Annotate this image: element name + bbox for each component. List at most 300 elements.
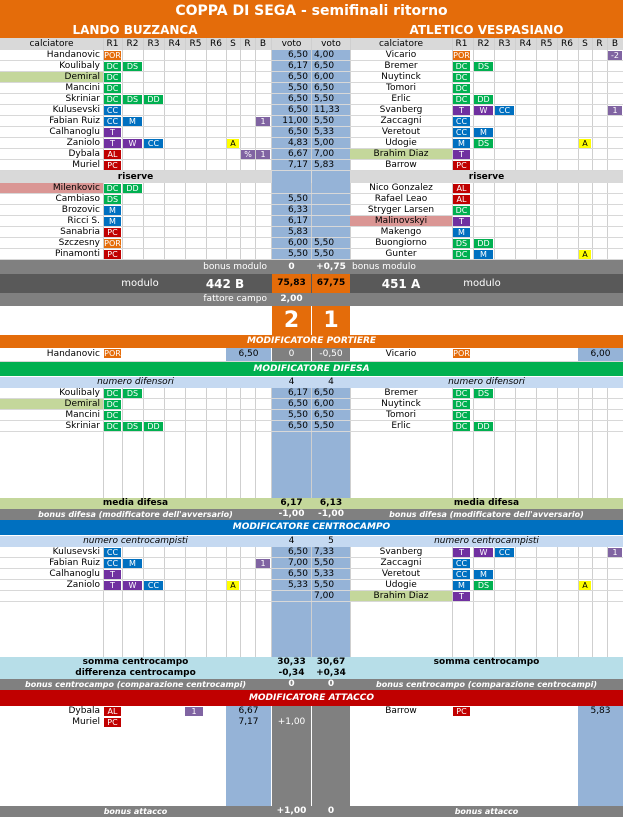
media-difesa-row [0,498,623,509]
portiere-title: MODIFICATORE PORTIERE [246,336,377,346]
home-player-name: Skriniar [65,94,100,104]
away-role-badge: CC [453,117,470,126]
away-bonus-modulo: +0,75 [316,261,346,272]
centro-row [0,580,623,591]
grid-line [536,116,537,126]
grid-line [473,72,474,82]
grid-line [515,238,516,248]
away-role-badge: CC [495,548,514,557]
away-player-name: Erlic [391,94,411,104]
home-voto: 6,17 [272,216,311,226]
grid-line [240,50,241,60]
home-modulo: 442 B [205,276,245,291]
grid-line [240,547,241,557]
away-role-badge: DS [474,389,493,398]
bonus-centro-row [0,679,623,690]
grid-line [592,388,593,398]
grid-line [226,421,227,431]
grid-line [255,127,256,137]
away-header-s: S [582,38,588,49]
home-role-badge: DS [123,422,142,431]
home-bonus-badge: 1 [256,559,270,568]
grid-line [255,83,256,93]
home-player-name: Calhanoglu [49,569,100,579]
grid-line [122,105,123,115]
grid-line [255,432,256,498]
home-voto: 5,50 [272,249,311,259]
grid-line [536,558,537,568]
grid-line [494,227,495,237]
away-modulo: 451 A [381,276,421,291]
away-player-name: Nuytinck [381,72,421,82]
grid-line [473,116,474,126]
away-role-badge: PC [453,707,470,716]
home-portiere-mod: 0 [272,348,311,361]
home-voto: 5,50 [272,410,311,420]
grid-line [536,432,537,498]
grid-line [206,116,207,126]
grid-line [515,127,516,137]
bonus-modulo-row [0,260,623,274]
grid-line [557,421,558,431]
away-role-badge: T [453,217,470,226]
grid-line [607,127,608,137]
grid-line [206,105,207,115]
grid-line [185,205,186,215]
grid-line [473,558,474,568]
grid-line [226,149,227,159]
grid-line [607,432,608,498]
grid-line [206,569,207,579]
grid-line [592,149,593,159]
home-player-name: Ricci S. [67,216,100,226]
grid-line [592,602,593,657]
grid-line [206,94,207,104]
away-player-name: Erlic [391,421,411,431]
grid-line [592,569,593,579]
grid-line [515,149,516,159]
grid-line [536,249,537,259]
home-attacker-name: Muriel [72,717,100,727]
grid-line [557,432,558,498]
grid-line [143,127,144,137]
grid-line [578,399,579,409]
home-player-name: Dybala [68,149,100,159]
home-role-badge: DD [144,95,163,104]
grid-line [122,127,123,137]
home-header-r5: R5 [189,38,202,49]
away-voto [312,216,350,226]
home-role-badge: M [104,217,121,226]
grid-line [536,421,537,431]
home-voto: 5,33 [272,580,311,590]
grid-line [143,591,144,601]
reserve-row [0,238,623,249]
home-role-badge: CC [104,548,121,557]
grid-line [226,94,227,104]
home-header-calciatore: calciatore [29,38,74,49]
away-bonus-difesa: -1,00 [318,509,344,519]
home-role-badge: POR [104,349,121,358]
grid-line [206,61,207,71]
grid-line [515,432,516,498]
home-header-r3: R3 [147,38,160,49]
grid-line [143,149,144,159]
grid-line [557,205,558,215]
home-bonus-centro-label: bonus centrocampo (comparazione centrocampi) [24,679,246,689]
grid-line [255,50,256,60]
grid-line [578,72,579,82]
home-voto-col [272,432,311,498]
home-player-name: Szczesny [58,238,100,248]
home-voto: 7,00 [272,558,311,568]
away-reserves-label: riserve [468,171,505,182]
grid-line [515,83,516,93]
grid-line [607,216,608,226]
grid-line [607,72,608,82]
grid-line [206,421,207,431]
grid-line [515,160,516,170]
grid-line [473,602,474,657]
grid-line [164,399,165,409]
home-rigore-badge: % [241,150,255,159]
home-player-name: Pinamonti [55,249,100,259]
starter-row [0,72,623,83]
grid-line [473,205,474,215]
grid-line [578,569,579,579]
grid-line [607,149,608,159]
grid-line [515,591,516,601]
grid-line [592,249,593,259]
grid-line [607,399,608,409]
grid-line [240,249,241,259]
grid-line [473,399,474,409]
centro-row [0,591,623,602]
modulo-row [0,274,623,293]
grid-line [255,138,256,148]
grid-line [164,183,165,193]
home-player-name: Mancini [65,83,100,93]
away-header-r1: R1 [455,38,468,49]
grid-line [578,227,579,237]
reserve-row [0,227,623,238]
grid-line [122,399,123,409]
away-bonus-badge: 1 [608,106,622,115]
grid-line [226,183,227,193]
home-role-badge: M [123,559,142,568]
grid-line [143,399,144,409]
grid-line [255,194,256,204]
grid-line [164,94,165,104]
grid-line [240,205,241,215]
grid-line [185,83,186,93]
grid-line [226,569,227,579]
grid-line [557,149,558,159]
grid-line [226,227,227,237]
grid-line [592,138,593,148]
home-player-name: Zaniolo [66,138,100,148]
home-player-name: Fabian Ruiz [49,116,100,126]
grid-line [255,183,256,193]
grid-line [226,238,227,248]
starter-row [0,94,623,105]
grid-line [557,160,558,170]
away-role-badge: M [453,228,470,237]
grid-line [536,547,537,557]
grid-line [473,410,474,420]
grid-line [494,388,495,398]
grid-line [536,399,537,409]
grid-line [122,205,123,215]
attacco-row [0,717,623,728]
score-row [0,306,623,335]
away-role-badge: DS [474,139,493,148]
reserve-row [0,205,623,216]
grid-line [557,569,558,579]
away-header-r5: R5 [540,38,553,49]
grid-line [255,410,256,420]
away-role-badge: DC [453,400,470,409]
grid-line [185,50,186,60]
fattore-campo-value: 2,00 [280,294,303,304]
away-player-name: Vicario [385,50,417,60]
grid-line [515,72,516,82]
grid-line [143,50,144,60]
away-bonus-attacco: 0 [327,806,335,816]
away-role-badge: T [453,150,470,159]
grid-line [515,388,516,398]
grid-line [185,94,186,104]
grid-line [185,602,186,657]
away-role-badge: PC [453,161,470,170]
grid-line [592,183,593,193]
grid-line [143,61,144,71]
grid-line [515,183,516,193]
grid-line [557,94,558,104]
home-role-badge: DS [123,62,142,71]
grid-line [592,105,593,115]
grid-line [607,410,608,420]
grid-line [557,227,558,237]
grid-line [515,138,516,148]
home-player-name: Skriniar [65,421,100,431]
away-role-badge: DC [453,422,470,431]
grid-line [164,160,165,170]
grid-line [536,138,537,148]
grid-line [226,105,227,115]
grid-line [592,194,593,204]
home-header-r4: R4 [168,38,181,49]
away-player-name: Buongiorno [375,238,427,248]
home-role-badge: W [123,581,142,590]
grid-line [240,72,241,82]
grid-line [592,421,593,431]
home-role-badge: CC [104,117,121,126]
away-player-name: Makengo [380,227,422,237]
grid-line [206,50,207,60]
grid-line [494,194,495,204]
away-voto: 11,33 [312,105,350,115]
grid-line [494,83,495,93]
grid-line [494,94,495,104]
grid-line [164,410,165,420]
grid-line [578,149,579,159]
away-role-badge: T [453,548,470,557]
away-attacker-voto: 5,83 [590,706,611,716]
grid-line [103,602,104,657]
grid-line [226,116,227,126]
home-num-label: numero centrocampisti [83,536,188,546]
away-role-badge: DS [453,239,470,248]
grid-line [206,72,207,82]
away-voto: 5,50 [312,238,350,248]
grid-line [536,194,537,204]
grid-line [185,160,186,170]
home-num: 4 [288,377,295,387]
page-title: COPPA DI SEGA - semifinali ritorno [175,3,448,19]
home-voto: 5,50 [272,194,311,204]
away-num-label: numero difensori [448,377,525,387]
home-header-s: S [230,38,236,49]
grid-line [122,410,123,420]
grid-line [143,205,144,215]
away-player-name: Nuytinck [381,399,421,409]
grid-line [592,127,593,137]
grid-line [255,94,256,104]
grid-line [164,227,165,237]
away-voto: 5,50 [312,116,350,126]
home-role-badge: DC [104,184,121,193]
grid-line [240,83,241,93]
home-score: 2 [272,306,311,335]
home-role-badge: POR [104,239,121,248]
grid-line [578,591,579,601]
home-role-badge: DC [104,73,121,82]
away-voto: 7,00 [312,149,350,159]
home-role-badge: T [104,128,121,137]
grid-line [206,227,207,237]
fattore-campo-label: fattore campo [203,294,267,304]
grid-line [206,138,207,148]
grid-line [557,410,558,420]
grid-line [255,227,256,237]
grid-line [240,238,241,248]
home-voto [272,183,311,193]
grid-line [164,116,165,126]
home-role-badge: CC [144,139,163,148]
away-player-name: Tomori [386,83,416,93]
away-role-badge: CC [453,559,470,568]
grid-line [557,238,558,248]
grid-line [557,602,558,657]
away-ammonizione-badge: A [579,250,591,259]
home-num: 4 [288,536,295,546]
grid-line [557,116,558,126]
grid-line [164,216,165,226]
grid-line [206,127,207,137]
home-role-badge: DC [104,62,121,71]
grid-line [226,591,227,601]
grid-line [515,547,516,557]
grid-line [206,547,207,557]
grid-line [494,216,495,226]
home-bonus-badge: 1 [185,707,203,716]
grid-line [226,602,227,657]
grid-line [164,580,165,590]
away-player-name: Svanberg [379,105,423,115]
grid-line [536,61,537,71]
away-voto: 5,50 [312,558,350,568]
grid-line [122,194,123,204]
home-voto: 6,17 [272,388,311,398]
grid-line [143,558,144,568]
away-role-badge: DC [453,411,470,420]
away-role-badge: CC [453,128,470,137]
grid-line [240,61,241,71]
grid-line [536,388,537,398]
grid-line [240,105,241,115]
grid-line [473,227,474,237]
grid-line [240,127,241,137]
grid-line [226,547,227,557]
grid-line [536,160,537,170]
grid-line [592,61,593,71]
home-num-label: numero difensori [97,377,174,387]
away-role-badge: W [474,548,493,557]
difesa-filler [0,432,623,498]
centro-header [0,520,623,535]
home-player-name: Zaniolo [66,580,100,590]
grid-line [164,61,165,71]
grid-line [592,160,593,170]
home-header-r2: R2 [126,38,139,49]
grid-line [607,61,608,71]
grid-line [578,205,579,215]
away-ammonizione-badge: A [579,581,591,590]
grid-line [240,183,241,193]
grid-line [122,602,123,657]
home-player-name: Koulibaly [59,388,100,398]
grid-line [143,249,144,259]
grid-line [557,105,558,115]
grid-line [122,569,123,579]
grid-line [578,216,579,226]
grid-line [607,227,608,237]
grid-line [557,558,558,568]
grid-line [255,160,256,170]
home-voto: 7,17 [272,160,311,170]
grid-line [206,399,207,409]
grid-line [122,50,123,60]
away-role-badge: DD [474,239,493,248]
grid-line [206,558,207,568]
grid-line [226,249,227,259]
grid-line [557,249,558,259]
starter-row [0,138,623,149]
grid-line [206,432,207,498]
grid-line [515,602,516,657]
grid-line [164,547,165,557]
away-voto [312,194,350,204]
home-voto: 5,50 [272,83,311,93]
home-attacco-mod: +1,00 [277,717,306,727]
away-header-r6: R6 [561,38,573,49]
grid-line [494,61,495,71]
grid-line [255,399,256,409]
difesa-row [0,399,623,410]
grid-line [164,127,165,137]
grid-line [536,410,537,420]
